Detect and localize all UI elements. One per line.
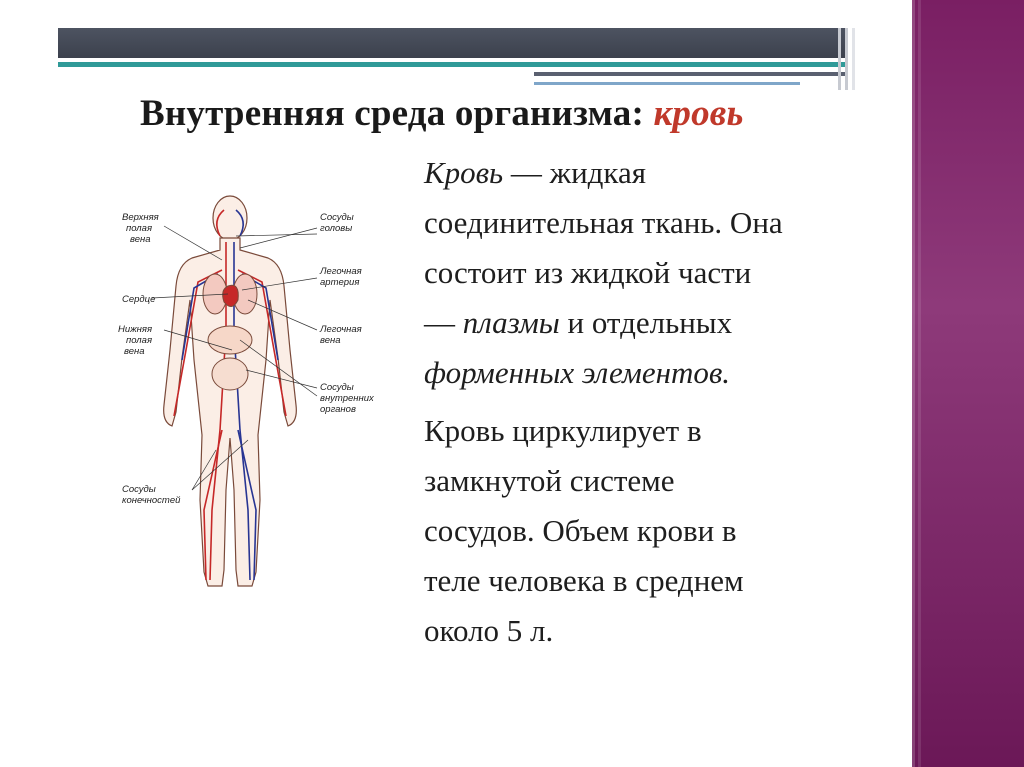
paragraph-definition <box>424 148 854 398</box>
text-fragment: — жидкая <box>503 155 647 190</box>
side-stripe <box>918 0 921 767</box>
label-organ-vessels: Сосуды внутренних органов <box>320 382 374 415</box>
term-formed-elements: форменных элементов. <box>424 355 731 390</box>
text-line: около 5 л. <box>424 613 554 648</box>
text-line <box>424 348 854 398</box>
label-pulmonary-artery: Легочная артерия <box>320 266 362 288</box>
text-line: теле человека в среднем <box>424 563 744 598</box>
text-line: Кровь циркулирует в <box>424 413 702 448</box>
title-main: Внутренняя среда организма: <box>140 93 654 134</box>
text-line <box>424 148 854 198</box>
header-tick <box>838 28 841 90</box>
text-fragment: и отдельных <box>559 305 733 340</box>
text-line: соединительная ткань. Она <box>424 205 783 240</box>
text-line <box>424 298 854 348</box>
label-heart: Сердце <box>122 294 156 305</box>
header-tick <box>845 28 848 90</box>
side-stripe <box>912 0 915 767</box>
text-line: сосудов. Объем крови в <box>424 513 737 548</box>
header-tick <box>852 28 855 90</box>
slide-title <box>140 92 744 135</box>
text-line: состоит из жидкой части <box>424 255 752 290</box>
header-accent-line <box>58 62 848 67</box>
circulatory-system-figure <box>112 190 402 610</box>
label-head-vessels: Сосуды головы <box>320 212 354 234</box>
term-blood: Кровь <box>424 155 504 190</box>
label-limb-vessels: Сосуды конечностей <box>122 484 181 506</box>
title-accent: кровь <box>653 93 744 134</box>
header-bar <box>58 28 848 58</box>
text-line: замкнутой системе <box>424 463 675 498</box>
label-svc: Верхняя полая вена <box>122 212 159 245</box>
label-ivc: Нижняя полая вена <box>118 324 153 357</box>
header-accent-line <box>534 72 848 76</box>
side-decor-panel <box>912 0 1024 767</box>
text-fragment: — <box>424 305 463 340</box>
body-outline <box>164 196 297 586</box>
header-accent-line <box>534 82 800 85</box>
paragraph-circulation <box>424 406 854 656</box>
term-plasma: плазмы <box>462 305 560 340</box>
label-pulmonary-vein: Легочная вена <box>320 324 362 346</box>
